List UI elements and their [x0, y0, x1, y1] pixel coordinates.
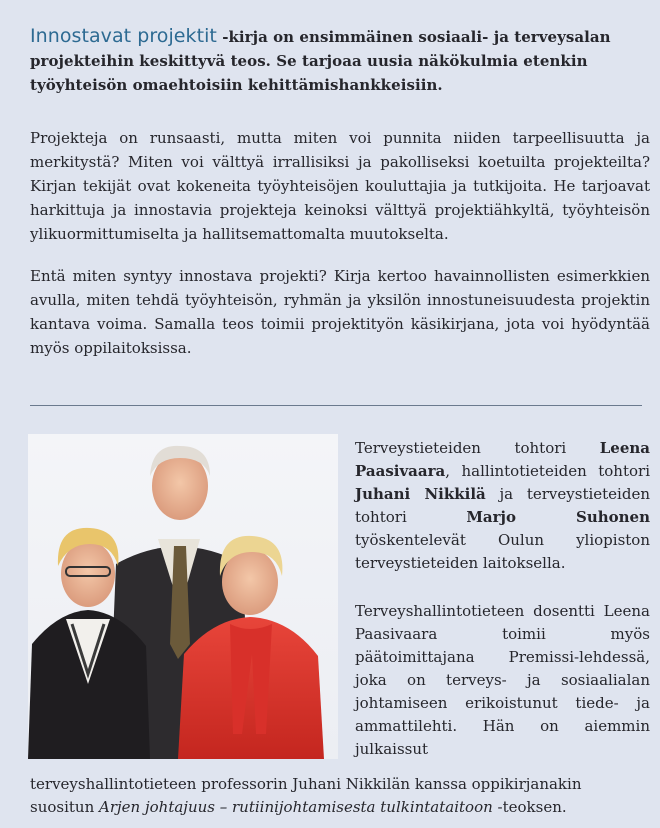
- author-bio-text: terveyshallintotieteen professorin Juhani Nikkilän kanssa oppikirjanakin suositun: [30, 775, 582, 816]
- authors-intro: [355, 437, 650, 575]
- authors-text-1: Terveystieteiden tohtori: [355, 439, 600, 457]
- authors-photo-illustration: [28, 434, 338, 759]
- authors-photo: [28, 434, 338, 759]
- description-paragraph-2: Entä miten syntyy innostava projekti? Kirja kertoo havainnollisten esimerkkien avulla, miten tehdä työyhteisön, ryhmän ja yksilön innostuneisuudesta projektin kantava voima. Samalla teos toimii projektityön käsikirjana, jota voi hyödyntää myös oppilaitoksissa.: [30, 267, 650, 357]
- description-paragraph-1: Projekteja on runsaasti, mutta miten voi punnita niiden tarpeellisuutta ja merkitystä? Miten voi välttyä irrallisiksi ja pakolliseksi koetuilta projekteilta? Kirjan tekijät ovat kokeneita työyhteisöjen kouluttajia ja tutkijoita. He tarjoavat harkittuja ja innostavia projekteja keinoksi välttyä projektiähkyltä, työyhteisön ylikuormittumiselta ja hallitsemattomalta muutokselta.: [30, 129, 650, 243]
- authors-text-2: , hallintotieteiden tohtori: [445, 462, 650, 480]
- authors-text-3: ja terveystieteiden tohtori: [355, 485, 650, 526]
- authors-text-4: työskentelevät Oulun yliopiston terveystieteiden laitoksella.: [355, 531, 650, 572]
- book-reference: Arjen johtajuus – rutiinijohtamisesta tulkintataitoon: [99, 798, 493, 816]
- author-name-2: Juhani Nikkilä: [355, 485, 486, 503]
- author-bio-bottom: [30, 773, 650, 819]
- author-name-3: Marjo Suhonen: [466, 508, 650, 526]
- author-name-1: Leena Paasivaara: [355, 439, 650, 480]
- section-divider: [30, 405, 642, 406]
- author-bio-end: -teoksen.: [492, 798, 567, 816]
- intro-paragraph: [30, 24, 645, 97]
- author-bio-side: Terveyshallintotieteen dosentti Leena Paasivaara toimii myös päätoimittajana Premissi-lehdessä, joka on terveys- ja sosiaalialan johtamiseen erikoistunut tiede- ja ammattilehti. Hän on aiemmin julkaissut: [355, 602, 650, 758]
- book-title: Innostavat projektit: [30, 25, 217, 47]
- intro-text: -kirja on ensimmäinen sosiaali- ja terveysalan projekteihin keskittyvä teos. Se tarjoaa uusia näkökulmia etenkin työyhteisön omaehtoisiin kehittämishankkeisiin.: [30, 28, 611, 94]
